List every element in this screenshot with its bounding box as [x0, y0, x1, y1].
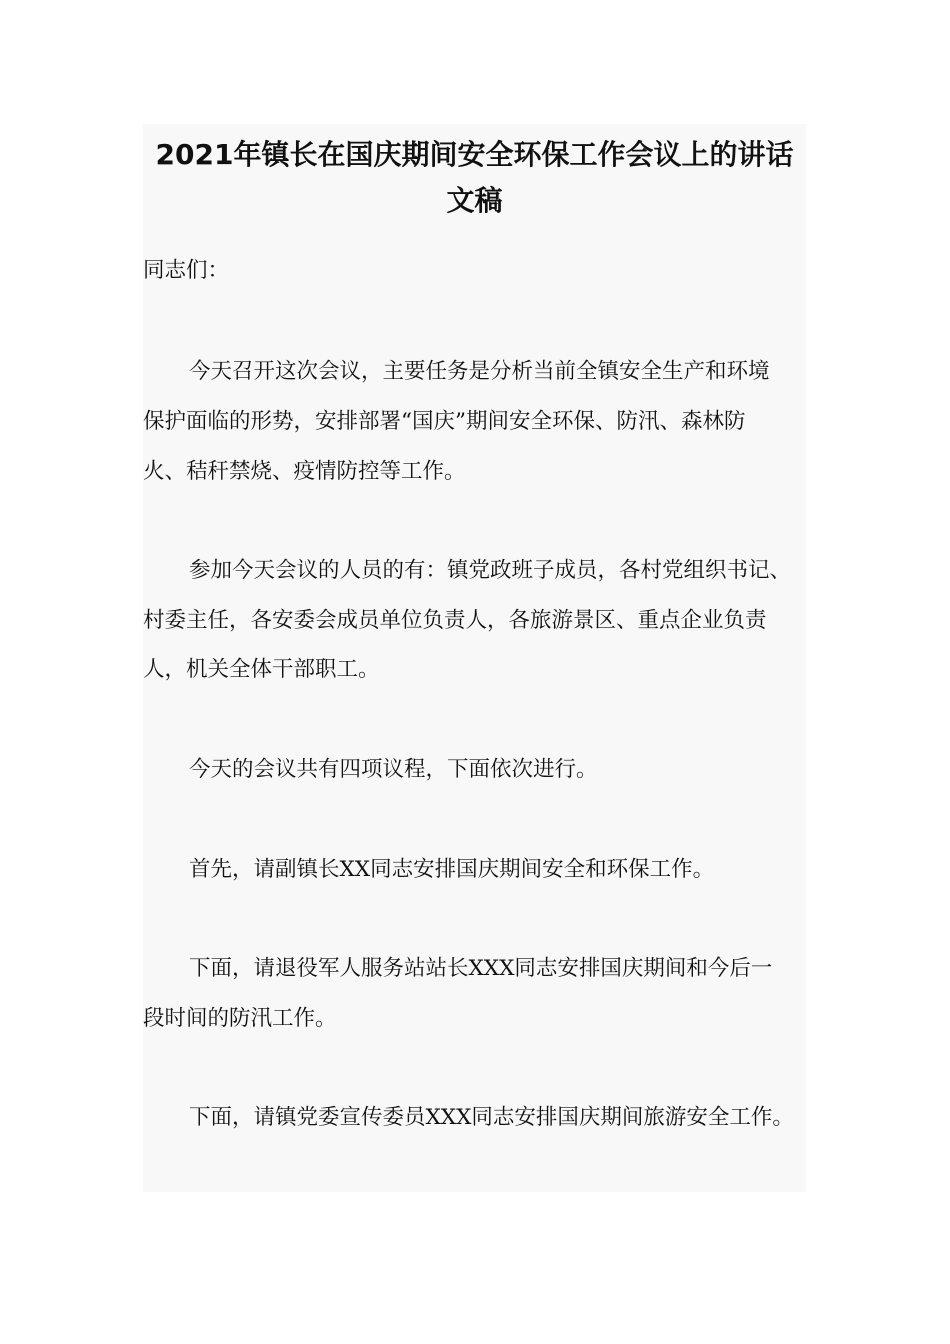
paragraph-line: 下面，请镇党委宣传委员XXX同志安排国庆期间旅游安全工作。 [189, 1105, 794, 1130]
paragraph-line: 段时间的防汛工作。 [143, 1006, 337, 1031]
paragraph-line: 保护面临的形势，安排部署“国庆”期间安全环保、防汛、森林防 [143, 409, 746, 434]
paragraph-line: 今天召开这次会议，主要任务是分析当前全镇安全生产和环境 [189, 359, 770, 384]
paragraph-line: 火、秸秆禁烧、疫情防控等工作。 [143, 459, 466, 484]
salutation: 同志们： [143, 258, 230, 283]
paragraph-line: 首先，请副镇长XX同志安排国庆期间安全和环保工作。 [189, 857, 715, 882]
paragraph-line: 下面，请退役军人服务站站长XXX同志安排国庆期间和今后一 [189, 956, 773, 981]
paragraph-line: 人，机关全体干部职工。 [143, 657, 380, 682]
paragraph-line: 今天的会议共有四项议程，下面依次进行。 [189, 757, 598, 782]
document-title-line-1: 2021年镇长在国庆期间安全环保工作会议上的讲话 [155, 138, 794, 171]
document-title-line-2: 文稿 [446, 184, 503, 217]
paragraph-line: 村委主任，各安委会成员单位负责人，各旅游景区、重点企业负责 [143, 608, 767, 633]
paragraph-line: 参加今天会议的人员的有：镇党政班子成员，各村党组织书记、 [189, 558, 792, 583]
